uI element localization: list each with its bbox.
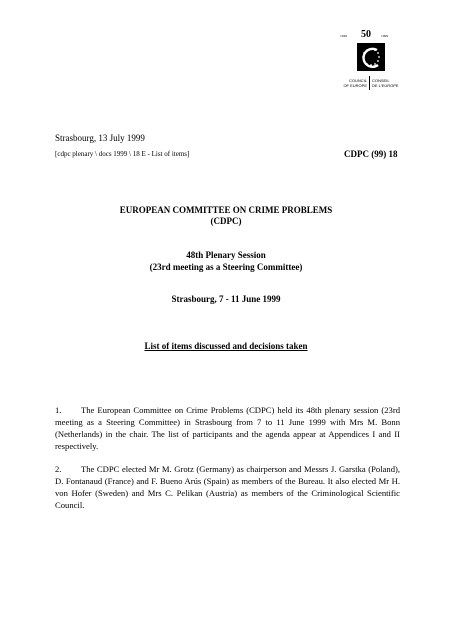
logo-en-line1: COUNCIL	[348, 78, 367, 83]
paragraph-number: 2.	[55, 464, 62, 474]
document-subtitle: List of items discussed and decisions taken	[144, 341, 308, 351]
session-title: 48th Plenary Session	[186, 250, 266, 260]
committee-acronym: (CDPC)	[210, 216, 242, 226]
stars-emblem-icon	[357, 43, 385, 71]
paragraph-2	[55, 463, 400, 511]
file-path: [cdpc plenary \ docs 1999 \ 18 E - List of items]	[55, 150, 190, 158]
logo-divider	[369, 76, 370, 90]
logo-year-right: 1999	[381, 34, 388, 38]
paragraph-1	[55, 404, 400, 452]
logo-fr-line2: DE L'EUROPE	[372, 83, 399, 88]
paragraph-number: 1.	[55, 405, 62, 415]
venue-dates: Strasbourg, 7 - 11 June 1999	[171, 294, 281, 304]
logo-fr-line1: CONSEIL	[372, 78, 390, 83]
council-of-europe-logo	[334, 30, 404, 102]
paragraph-text: The CDPC elected Mr M. Grotz (Germany) as chairperson and Messrs J. Garstka (Poland), D. Fontanaud (France) and F. Bueno Arús (Spain) as members of the Bureau. It also elected Mr H. von Hofer (Sweden) and Mrs C. Pelikan (Austria) as members of the Criminological Scientific Council.	[55, 464, 400, 510]
logo-en-line2: OF EUROPE	[343, 83, 367, 88]
logo-fifty: 50	[361, 29, 371, 40]
logo-org-french	[372, 78, 399, 88]
place-date: Strasbourg, 13 July 1999	[55, 133, 145, 143]
paragraph-text: The European Committee on Crime Problems (CDPC) held its 48th plenary session (23rd meeting as a Steering Committee) in Strasbourg from 7 to 11 June 1999 with Mrs M. Bonn (Netherlands) in the chair. The list of participants and the agenda appear at Appendices I and II respectively.	[55, 405, 400, 451]
logo-year-left: 1949	[340, 34, 347, 38]
committee-title: EUROPEAN COMMITTEE ON CRIME PROBLEMS	[119, 205, 333, 215]
document-reference: CDPC (99) 18	[344, 149, 398, 159]
session-subtitle: (23rd meeting as a Steering Committee)	[149, 262, 303, 272]
logo-org-english	[334, 78, 367, 88]
